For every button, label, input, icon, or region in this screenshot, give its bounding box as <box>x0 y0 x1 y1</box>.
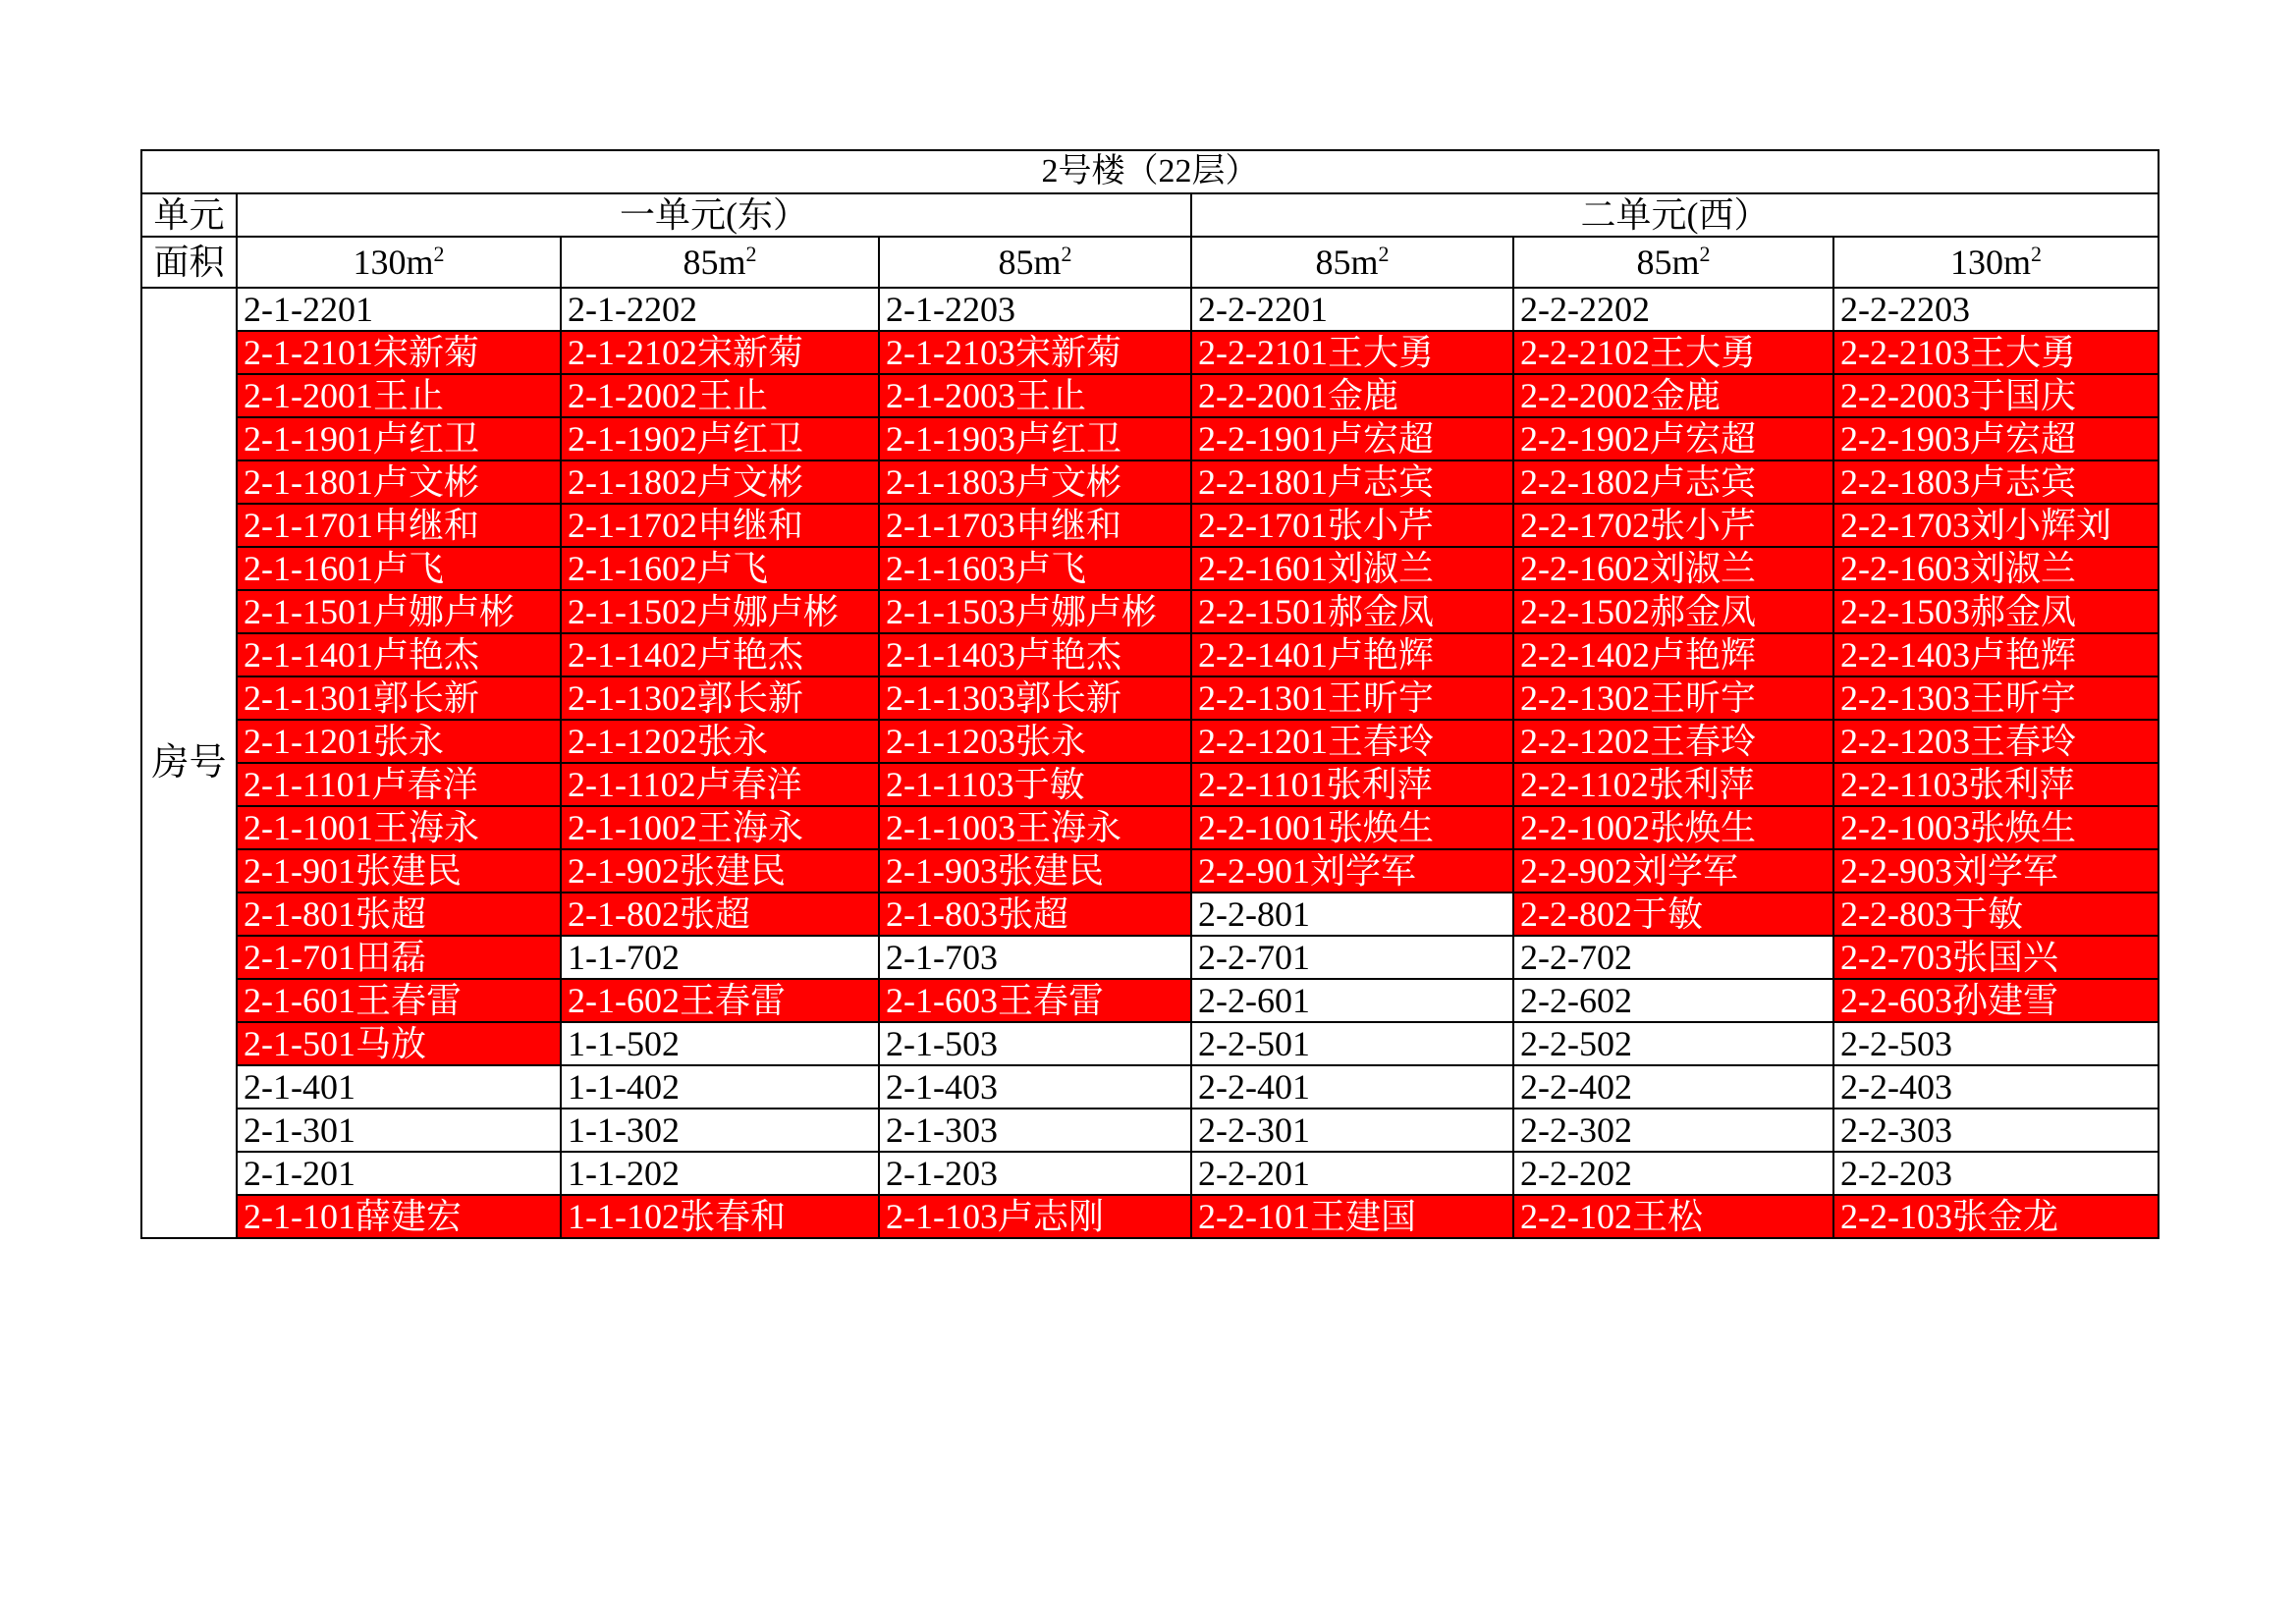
room-cell: 2-2-1103张利萍 <box>1833 763 2159 806</box>
room-cell: 2-1-1401卢艳杰 <box>237 633 561 676</box>
table-row <box>141 331 2159 374</box>
room-cell: 2-2-702 <box>1513 936 1833 979</box>
room-cell: 2-1-1602卢飞 <box>561 547 879 590</box>
room-cell: 2-2-801 <box>1191 893 1513 936</box>
unit-header-east: 一单元(东） <box>237 193 1191 237</box>
room-cell: 2-1-1501卢娜卢彬 <box>237 590 561 633</box>
room-cell: 2-2-1303王昕宇 <box>1833 676 2159 720</box>
room-cell: 2-2-1501郝金凤 <box>1191 590 1513 633</box>
room-cell: 2-2-2002金鹿 <box>1513 374 1833 417</box>
room-cell: 2-1-2203 <box>879 288 1191 331</box>
room-cell: 2-1-1301郭长新 <box>237 676 561 720</box>
table-row <box>141 1109 2159 1152</box>
area-row <box>141 237 2159 288</box>
room-cell: 2-1-1502卢娜卢彬 <box>561 590 879 633</box>
table-row <box>141 590 2159 633</box>
table-row <box>141 1152 2159 1195</box>
room-cell: 2-1-1402卢艳杰 <box>561 633 879 676</box>
room-cell: 2-2-302 <box>1513 1109 1833 1152</box>
table-row <box>141 720 2159 763</box>
room-cell: 2-1-2101宋新菊 <box>237 331 561 374</box>
room-cell: 2-2-1803卢志宾 <box>1833 460 2159 504</box>
room-cell: 2-1-1102卢春洋 <box>561 763 879 806</box>
area-unit-sup: 2 <box>1699 242 1711 266</box>
room-cell: 2-1-403 <box>879 1065 1191 1109</box>
room-cell: 2-2-301 <box>1191 1109 1513 1152</box>
room-cell: 2-2-1903卢宏超 <box>1833 417 2159 460</box>
room-cell: 2-2-1503郝金凤 <box>1833 590 2159 633</box>
room-cell: 2-1-303 <box>879 1109 1191 1152</box>
room-cell: 2-2-1201王春玲 <box>1191 720 1513 763</box>
room-cell: 2-1-2103宋新菊 <box>879 331 1191 374</box>
area-value: 85m <box>1315 243 1379 282</box>
area-cell <box>1513 237 1833 288</box>
area-unit-sup: 2 <box>1061 242 1072 266</box>
room-cell: 2-1-803张超 <box>879 893 1191 936</box>
area-unit-sup: 2 <box>2031 242 2043 266</box>
table-row <box>141 547 2159 590</box>
room-cell: 2-2-603孙建雪 <box>1833 979 2159 1022</box>
area-cell <box>1191 237 1513 288</box>
room-cell: 2-2-903刘学军 <box>1833 849 2159 893</box>
room-cell: 2-2-2203 <box>1833 288 2159 331</box>
room-cell: 2-2-1602刘淑兰 <box>1513 547 1833 590</box>
room-cell: 2-1-1802卢文彬 <box>561 460 879 504</box>
room-cell: 2-2-2101王大勇 <box>1191 331 1513 374</box>
room-cell: 2-1-1001王海永 <box>237 806 561 849</box>
room-cell: 2-2-701 <box>1191 936 1513 979</box>
building-title: 2号楼（22层） <box>141 150 2159 193</box>
room-cell: 2-1-2201 <box>237 288 561 331</box>
table-row <box>141 460 2159 504</box>
room-cell: 2-2-2001金鹿 <box>1191 374 1513 417</box>
area-unit-sup: 2 <box>745 242 757 266</box>
room-cell: 2-2-202 <box>1513 1152 1833 1195</box>
table-row <box>141 374 2159 417</box>
room-cell: 2-1-801张超 <box>237 893 561 936</box>
room-cell: 2-1-1201张永 <box>237 720 561 763</box>
room-cell: 2-2-1002张焕生 <box>1513 806 1833 849</box>
room-cell: 2-2-901刘学军 <box>1191 849 1513 893</box>
room-cell: 2-2-1302王昕宇 <box>1513 676 1833 720</box>
table-row <box>141 806 2159 849</box>
room-cell: 2-2-2102王大勇 <box>1513 331 1833 374</box>
room-cell: 1-1-202 <box>561 1152 879 1195</box>
room-cell: 2-1-203 <box>879 1152 1191 1195</box>
area-value: 85m <box>998 243 1062 282</box>
room-cell: 2-1-2002王止 <box>561 374 879 417</box>
table-row <box>141 504 2159 547</box>
room-cell: 2-1-902张建民 <box>561 849 879 893</box>
room-cell: 2-2-101王建国 <box>1191 1195 1513 1238</box>
room-cell: 2-1-501马放 <box>237 1022 561 1065</box>
room-cell: 2-1-401 <box>237 1065 561 1109</box>
room-cell: 2-1-201 <box>237 1152 561 1195</box>
room-cell: 2-1-2001王止 <box>237 374 561 417</box>
room-cell: 1-1-702 <box>561 936 879 979</box>
table-row <box>141 979 2159 1022</box>
area-value: 130m <box>353 243 434 282</box>
room-cell: 2-1-2102宋新菊 <box>561 331 879 374</box>
area-unit-sup: 2 <box>433 242 445 266</box>
room-cell: 1-1-402 <box>561 1065 879 1109</box>
room-cell: 2-1-1601卢飞 <box>237 547 561 590</box>
room-cell: 2-1-903张建民 <box>879 849 1191 893</box>
room-cell: 2-2-1801卢志宾 <box>1191 460 1513 504</box>
room-cell: 2-1-701田磊 <box>237 936 561 979</box>
room-cell: 2-1-2202 <box>561 288 879 331</box>
room-cell: 2-2-902刘学军 <box>1513 849 1833 893</box>
table-row <box>141 936 2159 979</box>
room-cell: 2-2-803于敏 <box>1833 893 2159 936</box>
room-cell: 2-2-401 <box>1191 1065 1513 1109</box>
room-cell: 2-2-502 <box>1513 1022 1833 1065</box>
room-cell: 2-1-2003王止 <box>879 374 1191 417</box>
room-cell: 2-1-1002王海永 <box>561 806 879 849</box>
room-cell: 2-1-1703申继和 <box>879 504 1191 547</box>
room-cell: 2-2-1601刘淑兰 <box>1191 547 1513 590</box>
room-cell: 2-2-1902卢宏超 <box>1513 417 1833 460</box>
room-cell: 2-2-1702张小芹 <box>1513 504 1833 547</box>
title-row <box>141 150 2159 193</box>
room-cell: 2-1-1702申继和 <box>561 504 879 547</box>
room-cell: 2-2-2003于国庆 <box>1833 374 2159 417</box>
area-cell <box>237 237 561 288</box>
area-unit-sup: 2 <box>1378 242 1390 266</box>
room-cell: 2-1-1603卢飞 <box>879 547 1191 590</box>
area-cell <box>1833 237 2159 288</box>
room-cell: 2-2-402 <box>1513 1065 1833 1109</box>
room-cell: 2-2-1001张焕生 <box>1191 806 1513 849</box>
room-cell: 2-1-1403卢艳杰 <box>879 633 1191 676</box>
room-cell: 2-2-1901卢宏超 <box>1191 417 1513 460</box>
area-cell <box>879 237 1191 288</box>
unit-header-west: 二单元(西） <box>1191 193 2159 237</box>
room-cell: 2-2-2202 <box>1513 288 1833 331</box>
room-cell: 2-2-601 <box>1191 979 1513 1022</box>
unit-label: 单元 <box>141 193 237 237</box>
unit-row <box>141 193 2159 237</box>
room-cell: 2-1-703 <box>879 936 1191 979</box>
room-cell: 1-1-502 <box>561 1022 879 1065</box>
room-cell: 2-2-403 <box>1833 1065 2159 1109</box>
table-row <box>141 893 2159 936</box>
room-cell: 2-1-101薛建宏 <box>237 1195 561 1238</box>
room-cell: 2-2-1401卢艳辉 <box>1191 633 1513 676</box>
room-cell: 2-1-1801卢文彬 <box>237 460 561 504</box>
room-cell: 2-1-1503卢娜卢彬 <box>879 590 1191 633</box>
table-row <box>141 1195 2159 1238</box>
room-cell: 2-1-1203张永 <box>879 720 1191 763</box>
room-cell: 2-2-103张金龙 <box>1833 1195 2159 1238</box>
area-label: 面积 <box>141 237 237 288</box>
table-row <box>141 849 2159 893</box>
room-cell: 2-2-703张国兴 <box>1833 936 2159 979</box>
table-row <box>141 676 2159 720</box>
room-cell: 2-2-1703刘小辉刘 <box>1833 504 2159 547</box>
room-cell: 2-1-1803卢文彬 <box>879 460 1191 504</box>
room-cell: 2-2-602 <box>1513 979 1833 1022</box>
room-cell: 1-1-302 <box>561 1109 879 1152</box>
room-cell: 2-2-1003张焕生 <box>1833 806 2159 849</box>
room-cell: 2-2-1402卢艳辉 <box>1513 633 1833 676</box>
room-cell: 2-1-1901卢红卫 <box>237 417 561 460</box>
room-cell: 2-1-103卢志刚 <box>879 1195 1191 1238</box>
room-cell: 1-1-102张春和 <box>561 1195 879 1238</box>
room-cell: 2-1-1903卢红卫 <box>879 417 1191 460</box>
room-cell: 2-2-1701张小芹 <box>1191 504 1513 547</box>
room-cell: 2-2-1403卢艳辉 <box>1833 633 2159 676</box>
area-cell <box>561 237 879 288</box>
room-label: 房号 <box>141 288 237 1238</box>
building-table <box>140 149 2159 1239</box>
table-row <box>141 1022 2159 1065</box>
room-cell: 2-1-1202张永 <box>561 720 879 763</box>
room-cell: 2-2-501 <box>1191 1022 1513 1065</box>
table-row <box>141 763 2159 806</box>
room-cell: 2-2-1502郝金凤 <box>1513 590 1833 633</box>
table-row <box>141 417 2159 460</box>
room-cell: 2-1-1103于敏 <box>879 763 1191 806</box>
room-cell: 2-1-1302郭长新 <box>561 676 879 720</box>
room-cell: 2-2-303 <box>1833 1109 2159 1152</box>
room-cell: 2-2-201 <box>1191 1152 1513 1195</box>
room-cell: 2-2-2103王大勇 <box>1833 331 2159 374</box>
room-cell: 2-1-901张建民 <box>237 849 561 893</box>
room-cell: 2-2-503 <box>1833 1022 2159 1065</box>
room-cell: 2-1-503 <box>879 1022 1191 1065</box>
room-cell: 2-2-203 <box>1833 1152 2159 1195</box>
room-cell: 2-2-802于敏 <box>1513 893 1833 936</box>
room-cell: 2-1-1303郭长新 <box>879 676 1191 720</box>
room-cell: 2-2-1603刘淑兰 <box>1833 547 2159 590</box>
room-cell: 2-2-1802卢志宾 <box>1513 460 1833 504</box>
room-cell: 2-2-2201 <box>1191 288 1513 331</box>
room-cell: 2-1-1101卢春洋 <box>237 763 561 806</box>
room-cell: 2-1-802张超 <box>561 893 879 936</box>
area-value: 85m <box>683 243 746 282</box>
room-cell: 2-1-1902卢红卫 <box>561 417 879 460</box>
room-cell: 2-1-1003王海永 <box>879 806 1191 849</box>
room-cell: 2-1-301 <box>237 1109 561 1152</box>
room-cell: 2-1-602王春雷 <box>561 979 879 1022</box>
room-cell: 2-2-1202王春玲 <box>1513 720 1833 763</box>
table-row <box>141 633 2159 676</box>
table-row <box>141 288 2159 331</box>
room-cell: 2-1-1701申继和 <box>237 504 561 547</box>
area-value: 130m <box>1950 243 2032 282</box>
table-row <box>141 1065 2159 1109</box>
room-cell: 2-2-1102张利萍 <box>1513 763 1833 806</box>
room-cell: 2-1-603王春雷 <box>879 979 1191 1022</box>
area-value: 85m <box>1636 243 1700 282</box>
room-cell: 2-2-102王松 <box>1513 1195 1833 1238</box>
room-cell: 2-2-1101张利萍 <box>1191 763 1513 806</box>
room-cell: 2-1-601王春雷 <box>237 979 561 1022</box>
room-cell: 2-2-1203王春玲 <box>1833 720 2159 763</box>
room-cell: 2-2-1301王昕宇 <box>1191 676 1513 720</box>
